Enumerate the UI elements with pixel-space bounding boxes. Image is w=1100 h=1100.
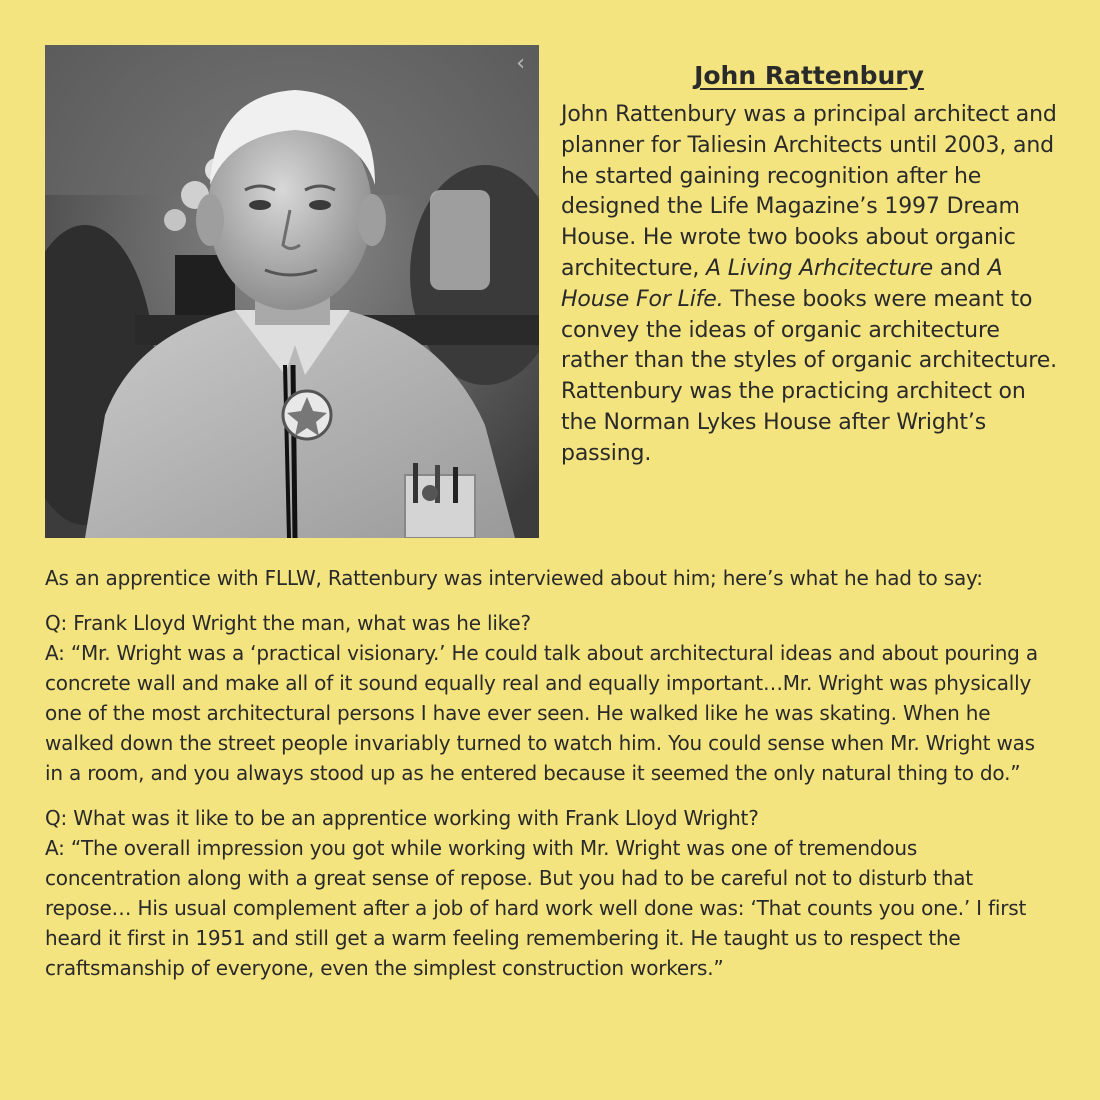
- question: Q: What was it like to be an apprentice working with Frank Lloyd Wright?: [45, 806, 759, 830]
- bio-text: [561, 100, 1057, 470]
- bio-section: [561, 58, 1057, 470]
- answer: A: “The overall impression you got while working with Mr. Wright was one of tremendous concentration along with a great sense of repose. But you had to be careful not to disturb that repose… His usual complement after a job of hard work well done was: ‘That counts you one.’ I first heard it first in 1951 and still get a warm feeling remembering it. He taught us to respect the craftsmanship of everyone, even the simplest construction workers.”: [45, 836, 1027, 980]
- chevron-left-icon[interactable]: ‹: [516, 51, 525, 76]
- qa-item: [45, 803, 1055, 983]
- bio-text-part-2: and: [932, 255, 988, 281]
- interview-section: [45, 563, 1055, 998]
- bio-title: John Rattenbury: [694, 61, 924, 90]
- interview-intro: As an apprentice with FLLW, Rattenbury was interviewed about him; here’s what he had to say:: [45, 566, 983, 590]
- bio-text-part-1: John Rattenbury was a principal architect and planner for Taliesin Architects until 2003, and he started gaining recognition after he designed the Life Magazine’s 1997 Dream House. He wrote two books about organic architecture,: [561, 102, 1057, 281]
- answer: A: “Mr. Wright was a ‘practical visionary.’ He could talk about architectural ideas and about pouring a concrete wall and make all of it sound equally real and equally important…Mr. Wright was physically one of the most architectural persons I have ever seen. He walked like he was skating. When he walked down the street people invariably turned to watch him. You could sense when Mr. Wright was in a room, and you always stood up as he entered because it seemed the only natural thing to do.”: [45, 641, 1038, 785]
- bio-text-part-3: These books were meant to convey the ideas of organic architecture rather than the styles of organic architecture. Rattenbury was the practicing architect on the Norman Lykes House after Wright’s passing.: [561, 286, 1057, 466]
- portrait-illustration: [45, 45, 539, 538]
- qa-item: [45, 608, 1055, 788]
- book-title-1: A Living Arhcitecture: [706, 255, 933, 281]
- portrait-photo: [45, 45, 539, 538]
- book-title-2: A House For Life.: [561, 255, 1003, 312]
- question: Q: Frank Lloyd Wright the man, what was he like?: [45, 611, 531, 635]
